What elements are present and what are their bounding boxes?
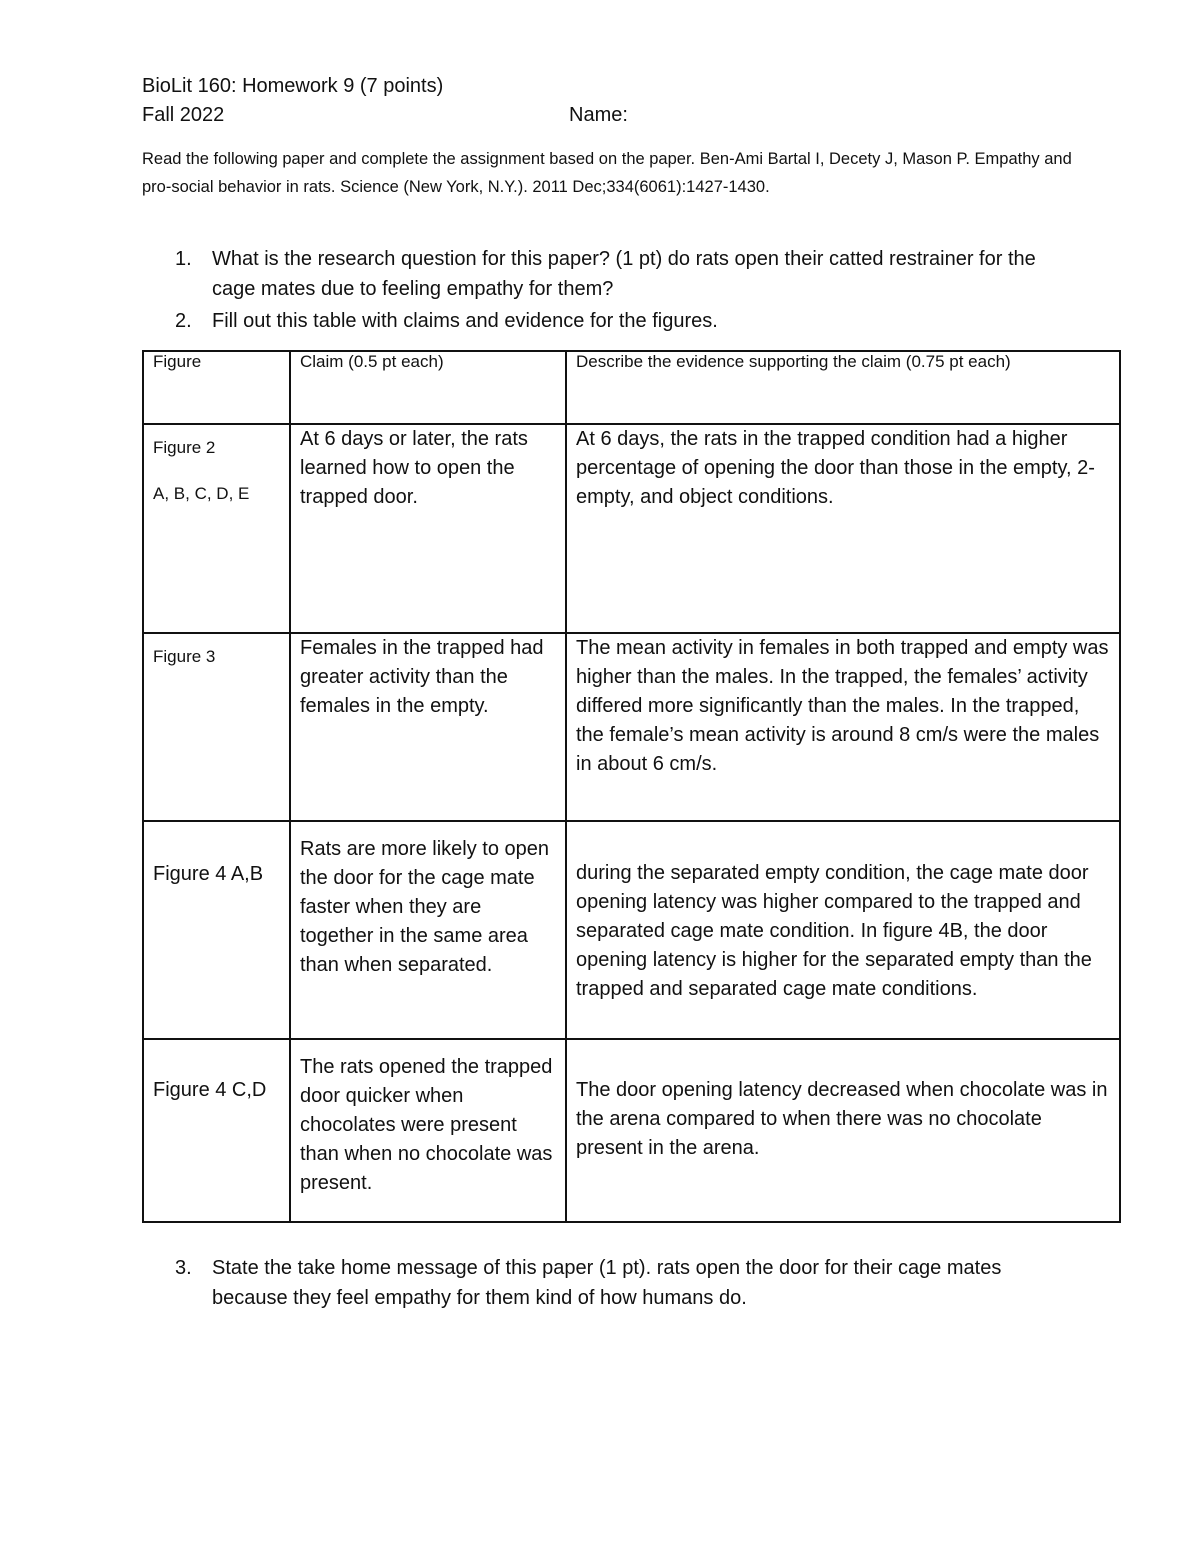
question-number: 2. <box>175 310 192 332</box>
question-2 <box>175 306 1055 336</box>
question-text: Fill out this table with claims and evidence for the figures. <box>212 310 718 332</box>
question-1 <box>175 244 1055 304</box>
term-label: Fall 2022 <box>142 104 225 126</box>
question-number: 1. <box>175 248 192 270</box>
figure-cell <box>143 1039 290 1222</box>
figure-cell <box>143 424 290 633</box>
page-title: BioLit 160: Homework 9 (7 points) <box>142 75 444 97</box>
claim-cell: At 6 days or later, the rats learned how to open the trapped door. <box>290 424 566 633</box>
name-label: Name: <box>569 104 628 126</box>
evidence-cell: The mean activity in females in both trapped and empty was higher than the males. In the trapped, the females’ activity differed more significantly than the males. In the trapped, the female’s mean activity is around 8 cm/s were the males in about 6 cm/s. <box>566 633 1120 821</box>
figure-label: Figure 2 <box>153 438 216 457</box>
figure-cell <box>143 633 290 821</box>
figure-label: Figure 3 <box>153 647 216 666</box>
table-row <box>143 633 1120 821</box>
header-claim: Claim (0.5 pt each) <box>290 351 566 424</box>
question-number: 3. <box>175 1257 192 1279</box>
header-evidence: Describe the evidence supporting the claim (0.75 pt each) <box>566 351 1120 424</box>
claims-evidence-table <box>142 350 1121 1223</box>
question-text: State the take home message of this paper (1 pt). rats open the door for their cage mates because they feel empathy for them kind of how humans do. <box>212 1257 1002 1309</box>
claim-cell: Females in the trapped had greater activity than the females in the empty. <box>290 633 566 821</box>
figure-sub-label: A, B, C, D, E <box>153 484 250 503</box>
claim-cell: Rats are more likely to open the door for the cage mate faster when they are together in the same area than when separated. <box>290 821 566 1039</box>
question-text: What is the research question for this paper? (1 pt) do rats open their catted restrainer for the cage mates due to feeling empathy for them? <box>212 248 1036 300</box>
evidence-cell: At 6 days, the rats in the trapped condition had a higher percentage of opening the door than those in the empty, 2- empty, and object conditions. <box>566 424 1120 633</box>
table-row <box>143 1039 1120 1222</box>
question-3 <box>175 1253 1055 1313</box>
header-figure: Figure <box>143 351 290 424</box>
figure-label: Figure 4 A,B <box>153 863 264 885</box>
table-header-row <box>143 351 1120 424</box>
evidence-cell: The door opening latency decreased when chocolate was in the arena compared to when there was no chocolate present in the arena. <box>566 1039 1120 1222</box>
figure-label: Figure 4 C,D <box>153 1079 267 1101</box>
claim-cell: The rats opened the trapped door quicker when chocolates were present than when no chocolate was present. <box>290 1039 566 1222</box>
intro-paragraph: Read the following paper and complete the assignment based on the paper. Ben-Ami Bartal I, Decety J, Mason P. Empathy and pro-social behavior in rats. Science (New York, N.Y.). 2011 Dec;334(6061):1427-1430. <box>142 150 1072 196</box>
figure-cell <box>143 821 290 1039</box>
table-row <box>143 424 1120 633</box>
table-row <box>143 821 1120 1039</box>
evidence-cell: during the separated empty condition, the cage mate door opening latency was higher compared to the trapped and separated cage mate condition. In figure 4B, the door opening latency is higher for the separated empty than the trapped and separated cage mate conditions. <box>566 821 1120 1039</box>
